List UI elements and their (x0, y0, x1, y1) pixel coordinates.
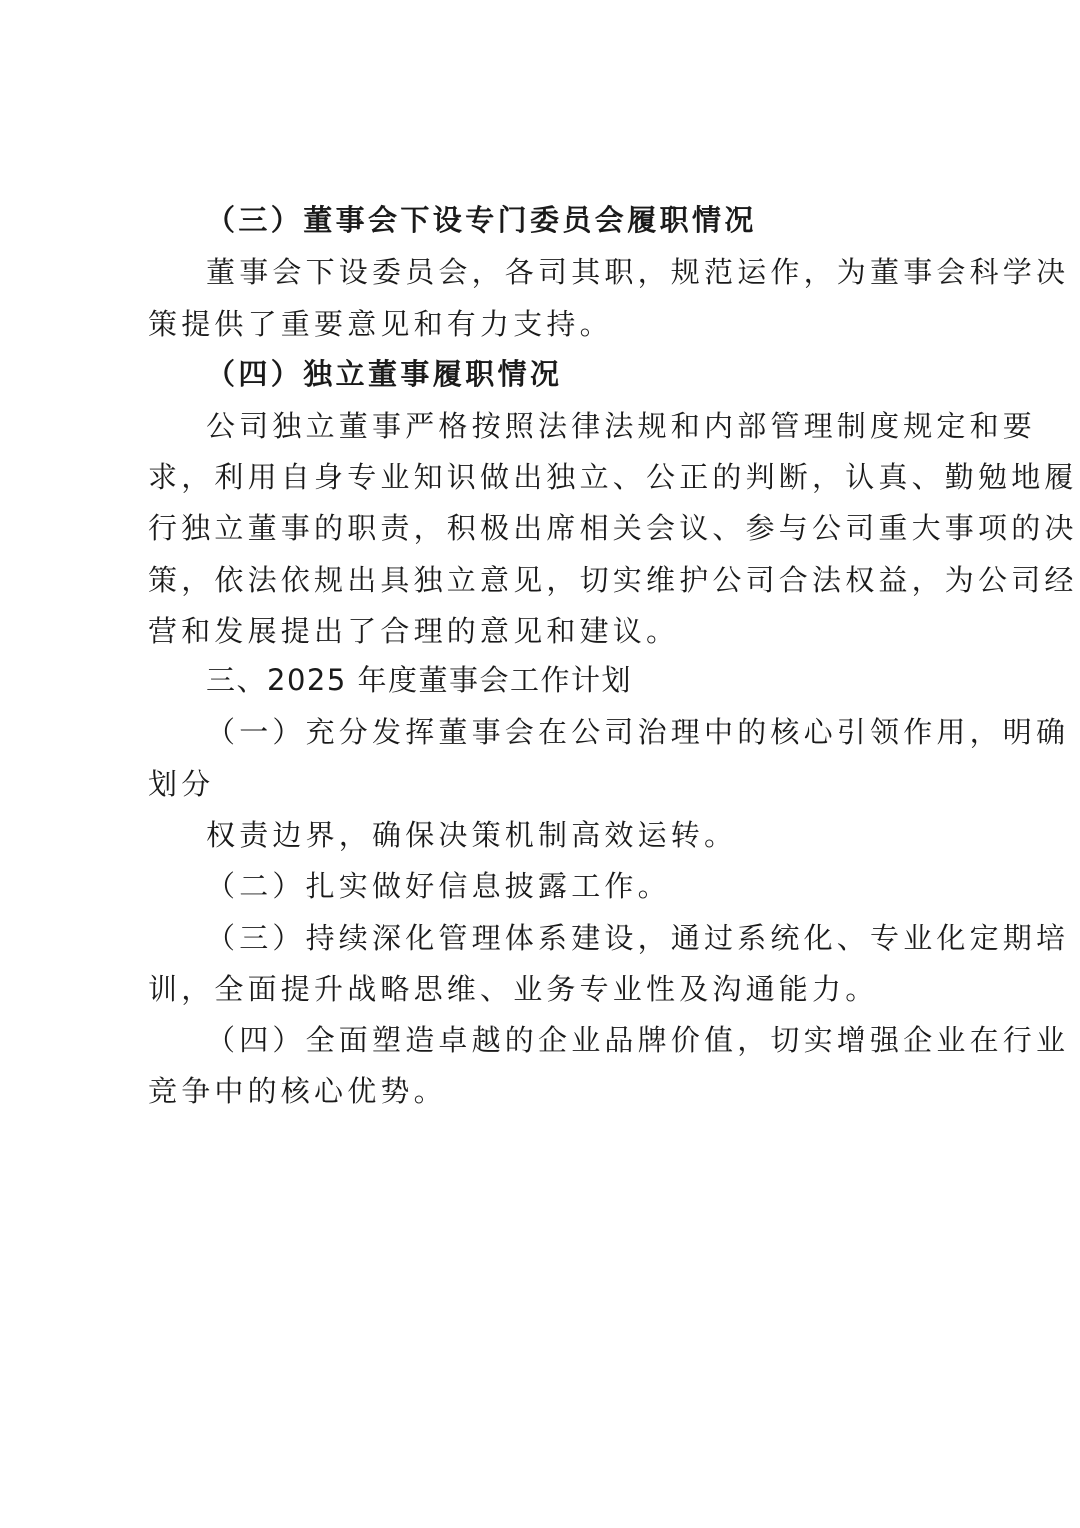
section-heading-independent-directors: （四）独立董事履职情况 (206, 357, 563, 391)
paragraph-line: 策，依法依规出具独立意见，切实维护公司合法权益，为公司经 (148, 563, 1078, 597)
section-heading-committees: （三）董事会下设专门委员会履职情况 (206, 203, 757, 237)
paragraph-line: 求，利用自身专业知识做出独立、公正的判断，认真、勤勉地履 (148, 460, 1078, 494)
paragraph-line: 董事会下设委员会，各司其职，规范运作，为董事会科学决 (206, 255, 1070, 289)
plan-item-line: （三）持续深化管理体系建设，通过系统化、专业化定期培 (206, 921, 1070, 955)
plan-item-line: （四）全面塑造卓越的企业品牌价值，切实增强企业在行业 (206, 1023, 1070, 1057)
paragraph-line: 行独立董事的职责，积极出席相关会议、参与公司重大事项的决 (148, 511, 1078, 545)
plan-item-line: 训，全面提升战略思维、业务专业性及沟通能力。 (148, 972, 879, 1006)
paragraph-line: 公司独立董事严格按照法律法规和内部管理制度规定和要 (206, 409, 1037, 443)
plan-item-line: （二）扎实做好信息披露工作。 (206, 869, 671, 903)
plan-item-line: （一）充分发挥董事会在公司治理中的核心引领作用，明确 (206, 715, 1070, 749)
paragraph-line: 营和发展提出了合理的意见和建议。 (148, 614, 680, 648)
plan-item-line: 竞争中的核心优势。 (148, 1074, 447, 1108)
section-heading-2025-plan: 三、2025 年度董事会工作计划 (206, 663, 633, 697)
paragraph-line: 策提供了重要意见和有力支持。 (148, 307, 613, 341)
plan-item-line: 权责边界，确保决策机制高效运转。 (206, 818, 738, 852)
plan-item-line: 划分 (148, 767, 215, 801)
